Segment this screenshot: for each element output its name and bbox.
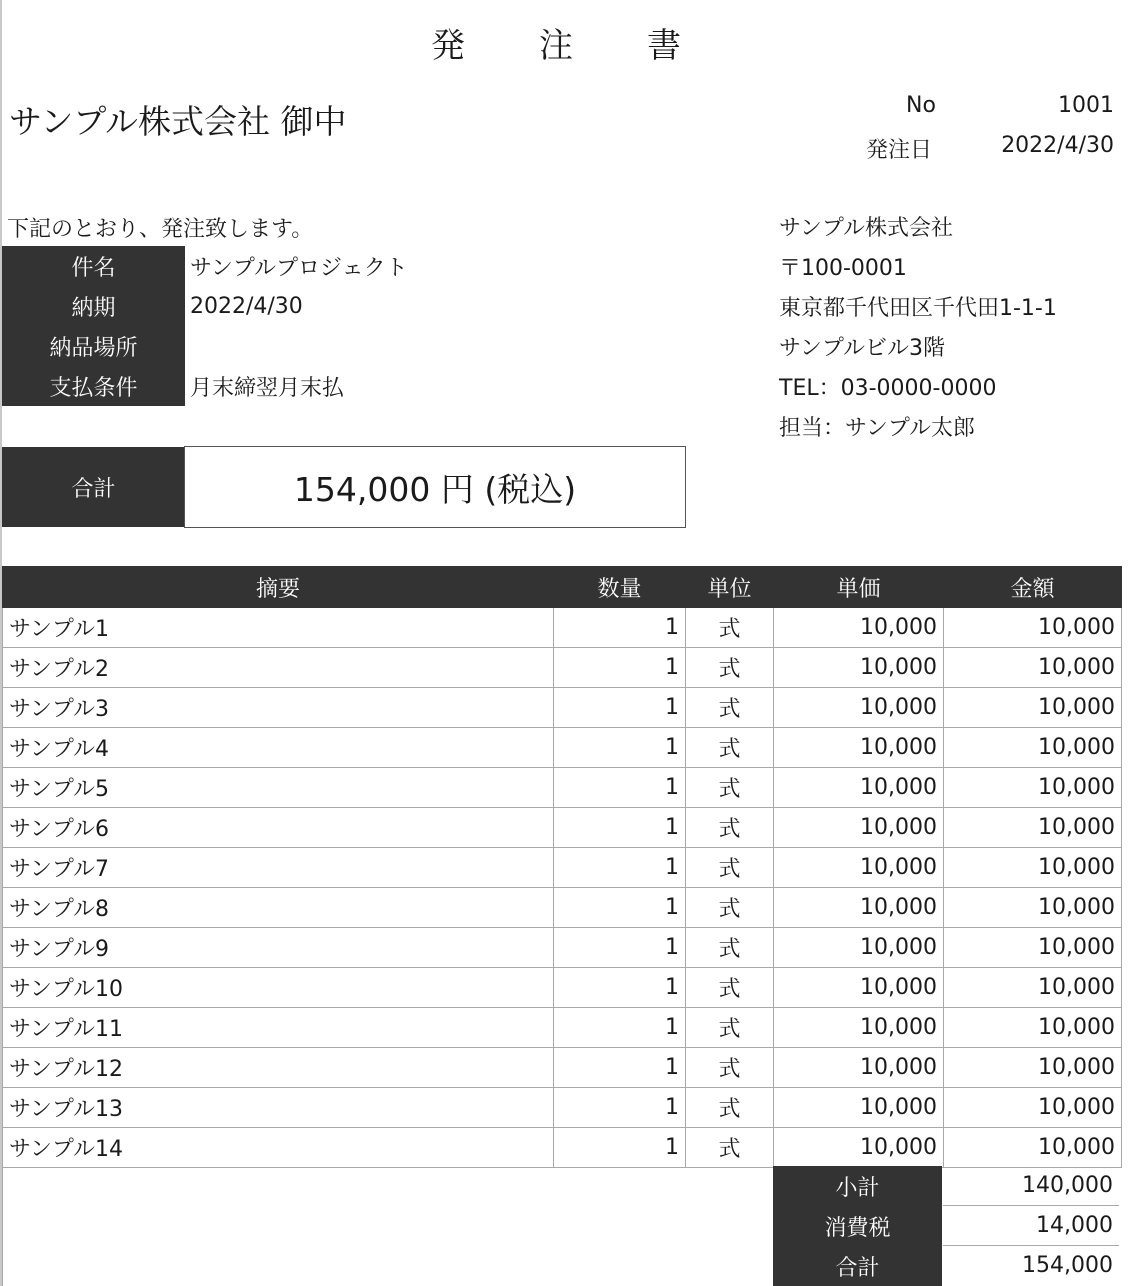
cell-quantity: 1: [554, 888, 686, 928]
cell-amount: 10,000: [944, 1008, 1122, 1048]
cell-amount: 10,000: [944, 688, 1122, 728]
subject-label: 件名: [2, 246, 185, 286]
table-row: [3, 928, 1122, 968]
document-title: 発 注 書: [431, 26, 701, 66]
cell-unit-price: 10,000: [774, 768, 944, 808]
cell-unit-price: 10,000: [774, 808, 944, 848]
cell-description: サンプル1: [3, 608, 554, 648]
cell-description: サンプル14: [3, 1128, 554, 1168]
subtotal-value: 140,000: [943, 1166, 1119, 1206]
cell-unit-price: 10,000: [774, 848, 944, 888]
cell-quantity: 1: [554, 808, 686, 848]
cell-quantity: 1: [554, 1088, 686, 1128]
cell-unit: 式: [686, 688, 774, 728]
cell-unit: 式: [686, 1048, 774, 1088]
cell-description: サンプル7: [3, 848, 554, 888]
table-row: [3, 648, 1122, 688]
cell-unit-price: 10,000: [774, 688, 944, 728]
cell-quantity: 1: [554, 1048, 686, 1088]
column-header-amount: 金額: [944, 567, 1122, 608]
issuer-zip: 〒100-0001: [779, 255, 907, 281]
cell-quantity: 1: [554, 648, 686, 688]
cell-description: サンプル13: [3, 1088, 554, 1128]
order-date-value: 2022/4/30: [1001, 133, 1114, 158]
order-number-label: No: [906, 93, 936, 118]
cell-description: サンプル4: [3, 728, 554, 768]
line-items-table: [2, 566, 1122, 1168]
column-header-unit: 単位: [686, 567, 774, 608]
table-row: [3, 848, 1122, 888]
cell-description: サンプル6: [3, 808, 554, 848]
cell-unit: 式: [686, 728, 774, 768]
cell-unit-price: 10,000: [774, 888, 944, 928]
recipient-name: サンプル株式会社 御中: [9, 102, 347, 141]
cell-unit-price: 10,000: [774, 1048, 944, 1088]
column-header-description: 摘要: [3, 567, 554, 608]
cell-description: サンプル3: [3, 688, 554, 728]
issuer-contact: 担当：サンプル太郎: [779, 415, 976, 441]
table-row: [3, 968, 1122, 1008]
delivery-place-label: 納品場所: [2, 326, 185, 366]
cell-description: サンプル12: [3, 1048, 554, 1088]
table-bottom-left-border: [2, 1166, 3, 1286]
cell-unit: 式: [686, 1128, 774, 1168]
cell-unit: 式: [686, 1088, 774, 1128]
grand-total-value: 154,000 円 (税込): [184, 446, 686, 528]
cell-amount: 10,000: [944, 648, 1122, 688]
table-row: [3, 1128, 1122, 1168]
cell-unit: 式: [686, 968, 774, 1008]
delivery-date-label: 納期: [2, 286, 185, 326]
cell-unit-price: 10,000: [774, 1128, 944, 1168]
cell-unit-price: 10,000: [774, 728, 944, 768]
table-row: [3, 808, 1122, 848]
table-row: [3, 608, 1122, 648]
cell-amount: 10,000: [944, 728, 1122, 768]
subtotal-label: 小計: [773, 1166, 942, 1206]
cell-amount: 10,000: [944, 1088, 1122, 1128]
cell-amount: 10,000: [944, 608, 1122, 648]
issuer-address-line1: 東京都千代田区千代田1-1-1: [779, 295, 1057, 321]
column-header-quantity: 数量: [554, 567, 686, 608]
cell-amount: 10,000: [944, 968, 1122, 1008]
issuer-address-line2: サンプルビル3階: [779, 335, 946, 361]
cell-quantity: 1: [554, 608, 686, 648]
cell-amount: 10,000: [944, 768, 1122, 808]
cell-amount: 10,000: [944, 1048, 1122, 1088]
table-row: [3, 1048, 1122, 1088]
cell-unit: 式: [686, 888, 774, 928]
cell-amount: 10,000: [944, 888, 1122, 928]
summary-total-label: 合計: [773, 1246, 942, 1286]
cell-unit: 式: [686, 648, 774, 688]
grand-total-label: 合計: [2, 447, 185, 527]
cell-quantity: 1: [554, 928, 686, 968]
cell-unit-price: 10,000: [774, 648, 944, 688]
cell-unit-price: 10,000: [774, 928, 944, 968]
cell-quantity: 1: [554, 1008, 686, 1048]
cell-quantity: 1: [554, 1128, 686, 1168]
subject-value: サンプルプロジェクト: [190, 255, 408, 281]
cell-unit: 式: [686, 608, 774, 648]
table-row: [3, 688, 1122, 728]
table-row: [3, 888, 1122, 928]
summary-total-value: 154,000: [1022, 1253, 1113, 1278]
cell-unit-price: 10,000: [774, 1008, 944, 1048]
cell-quantity: 1: [554, 688, 686, 728]
table-header-row: [3, 567, 1122, 608]
cell-description: サンプル10: [3, 968, 554, 1008]
order-date-label: 発注日: [866, 138, 933, 163]
cell-description: サンプル11: [3, 1008, 554, 1048]
cell-unit: 式: [686, 1008, 774, 1048]
cell-quantity: 1: [554, 728, 686, 768]
cell-amount: 10,000: [944, 1128, 1122, 1168]
cell-description: サンプル5: [3, 768, 554, 808]
column-header-unit-price: 単価: [774, 567, 944, 608]
table-row: [3, 1008, 1122, 1048]
cell-unit-price: 10,000: [774, 608, 944, 648]
cell-amount: 10,000: [944, 848, 1122, 888]
payment-terms-value: 月末締翌月末払: [190, 375, 345, 401]
issuer-company-name: サンプル株式会社: [779, 215, 954, 241]
cell-unit-price: 10,000: [774, 1088, 944, 1128]
tax-value: 14,000: [943, 1206, 1119, 1246]
tax-label: 消費税: [773, 1206, 942, 1246]
payment-terms-label: 支払条件: [2, 366, 185, 406]
table-row: [3, 768, 1122, 808]
cell-unit: 式: [686, 768, 774, 808]
cell-description: サンプル8: [3, 888, 554, 928]
order-number-value: 1001: [1058, 93, 1114, 118]
table-row: [3, 1088, 1122, 1128]
intro-text: 下記のとおり、発注致します。: [7, 217, 314, 242]
cell-description: サンプル9: [3, 928, 554, 968]
issuer-tel: TEL：03-0000-0000: [779, 375, 997, 401]
cell-quantity: 1: [554, 848, 686, 888]
cell-unit: 式: [686, 848, 774, 888]
cell-quantity: 1: [554, 768, 686, 808]
cell-unit-price: 10,000: [774, 968, 944, 1008]
cell-quantity: 1: [554, 968, 686, 1008]
cell-unit: 式: [686, 928, 774, 968]
delivery-date-value: 2022/4/30: [190, 293, 303, 319]
table-row: [3, 728, 1122, 768]
cell-amount: 10,000: [944, 928, 1122, 968]
cell-description: サンプル2: [3, 648, 554, 688]
cell-unit: 式: [686, 808, 774, 848]
cell-amount: 10,000: [944, 808, 1122, 848]
